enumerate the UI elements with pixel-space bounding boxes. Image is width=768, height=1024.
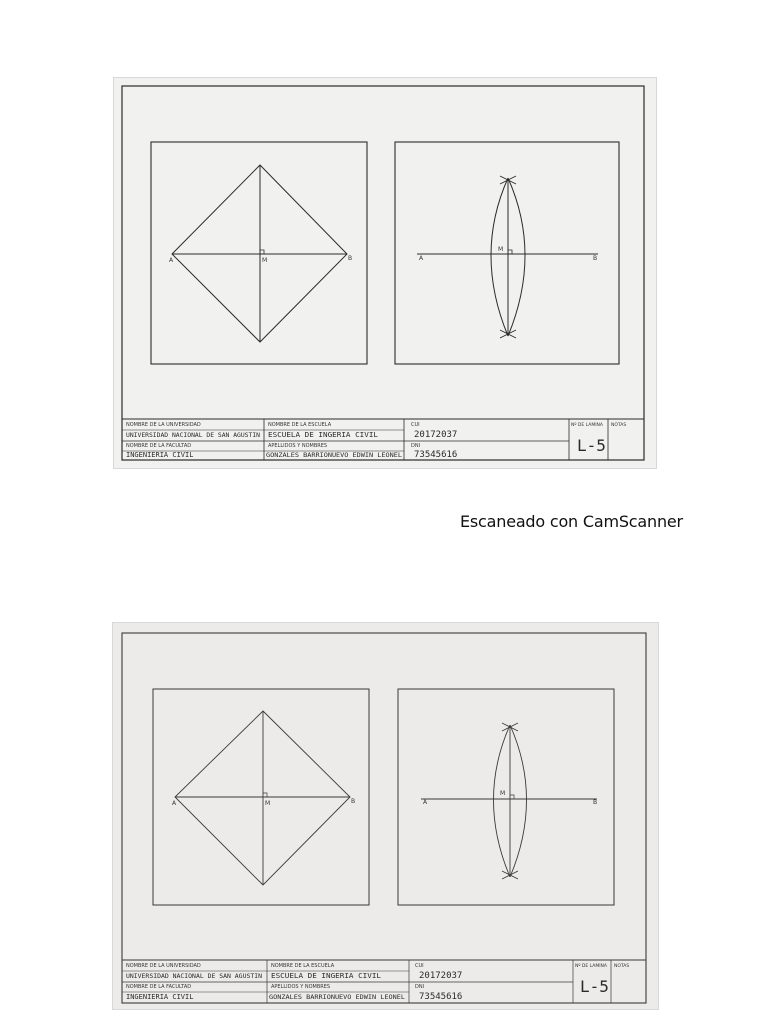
right-angle-mark (510, 795, 514, 799)
sheet-no-value: L-5 (577, 436, 606, 455)
drawing-sheet-1 (114, 78, 656, 468)
label-a: A (169, 257, 174, 264)
label-b: B (348, 255, 353, 262)
school-label: NOMBRE DE LA ESCUELA (271, 963, 335, 969)
faculty-label: NOMBRE DE LA FACULTAD (126, 984, 192, 990)
right-figure-frame (395, 142, 619, 364)
faculty-value: INGENIERIA CIVIL (126, 993, 194, 1001)
label-m: M (500, 790, 506, 797)
label-b: B (593, 255, 598, 262)
university-value: UNIVERSIDAD NACIONAL DE SAN AGUSTIN (126, 431, 261, 439)
dni-label: DNI (415, 984, 425, 990)
notes-label: NOTAS (614, 964, 630, 969)
right-angle-mark (260, 250, 264, 254)
arc-right (510, 725, 527, 877)
school-value: ESCUELA DE INGERIA CIVIL (271, 972, 381, 980)
label-a: A (172, 800, 177, 807)
scanned-sheet-2 (112, 622, 659, 1010)
left-figure-frame (151, 142, 367, 364)
school-value: ESCUELA DE INGERIA CIVIL (268, 431, 378, 439)
arc-right (508, 178, 525, 336)
faculty-label: NOMBRE DE LA FACULTAD (126, 443, 192, 449)
faculty-value: INGENIERIA CIVIL (126, 451, 194, 459)
title-block (122, 960, 646, 1003)
cui-value: 20172037 (414, 430, 458, 440)
dni-label: DNI (411, 443, 421, 449)
university-label: NOMBRE DE LA UNIVERSIDAD (126, 963, 201, 969)
dni-value: 73545616 (414, 450, 458, 460)
scanner-watermark: Escaneado con CamScanner (460, 512, 683, 531)
sheet-no-label: Nº DE LAMINA (571, 423, 603, 428)
arc-left (494, 725, 511, 877)
arc-left (491, 178, 508, 336)
label-m: M (498, 246, 504, 253)
cui-label: CUI (415, 963, 424, 969)
names-label: APELLIDOS Y NOMBRES (271, 984, 331, 990)
university-label: NOMBRE DE LA UNIVERSIDAD (126, 422, 201, 428)
label-a: A (419, 255, 424, 262)
drawing-sheet-2 (113, 623, 658, 1009)
title-block (122, 419, 644, 460)
dni-value: 73545616 (419, 992, 463, 1002)
label-b: B (351, 798, 356, 805)
right-angle-mark (508, 250, 512, 254)
cui-label: CUI (411, 422, 420, 428)
right-angle-mark (263, 793, 267, 797)
scanned-sheet-1 (113, 77, 657, 469)
names-value: GONZALES BARRIONUEVO EDWIN LEONEL (266, 451, 403, 459)
sheet-no-label: Nº DE LAMINA (575, 964, 607, 969)
label-m: M (262, 257, 268, 264)
cui-value: 20172037 (419, 971, 463, 981)
school-label: NOMBRE DE LA ESCUELA (268, 422, 332, 428)
rhombus (175, 711, 350, 885)
notes-label: NOTAS (611, 423, 627, 428)
names-value: GONZALES BARRIONUEVO EDWIN LEONEL (269, 993, 406, 1001)
label-m: M (265, 800, 271, 807)
names-label: APELLIDOS Y NOMBRES (268, 443, 328, 449)
university-value: UNIVERSIDAD NACIONAL DE SAN AGUSTIN (126, 972, 263, 980)
label-b: B (593, 799, 598, 806)
sheet-no-value: L-5 (580, 977, 609, 996)
label-a: A (423, 799, 428, 806)
